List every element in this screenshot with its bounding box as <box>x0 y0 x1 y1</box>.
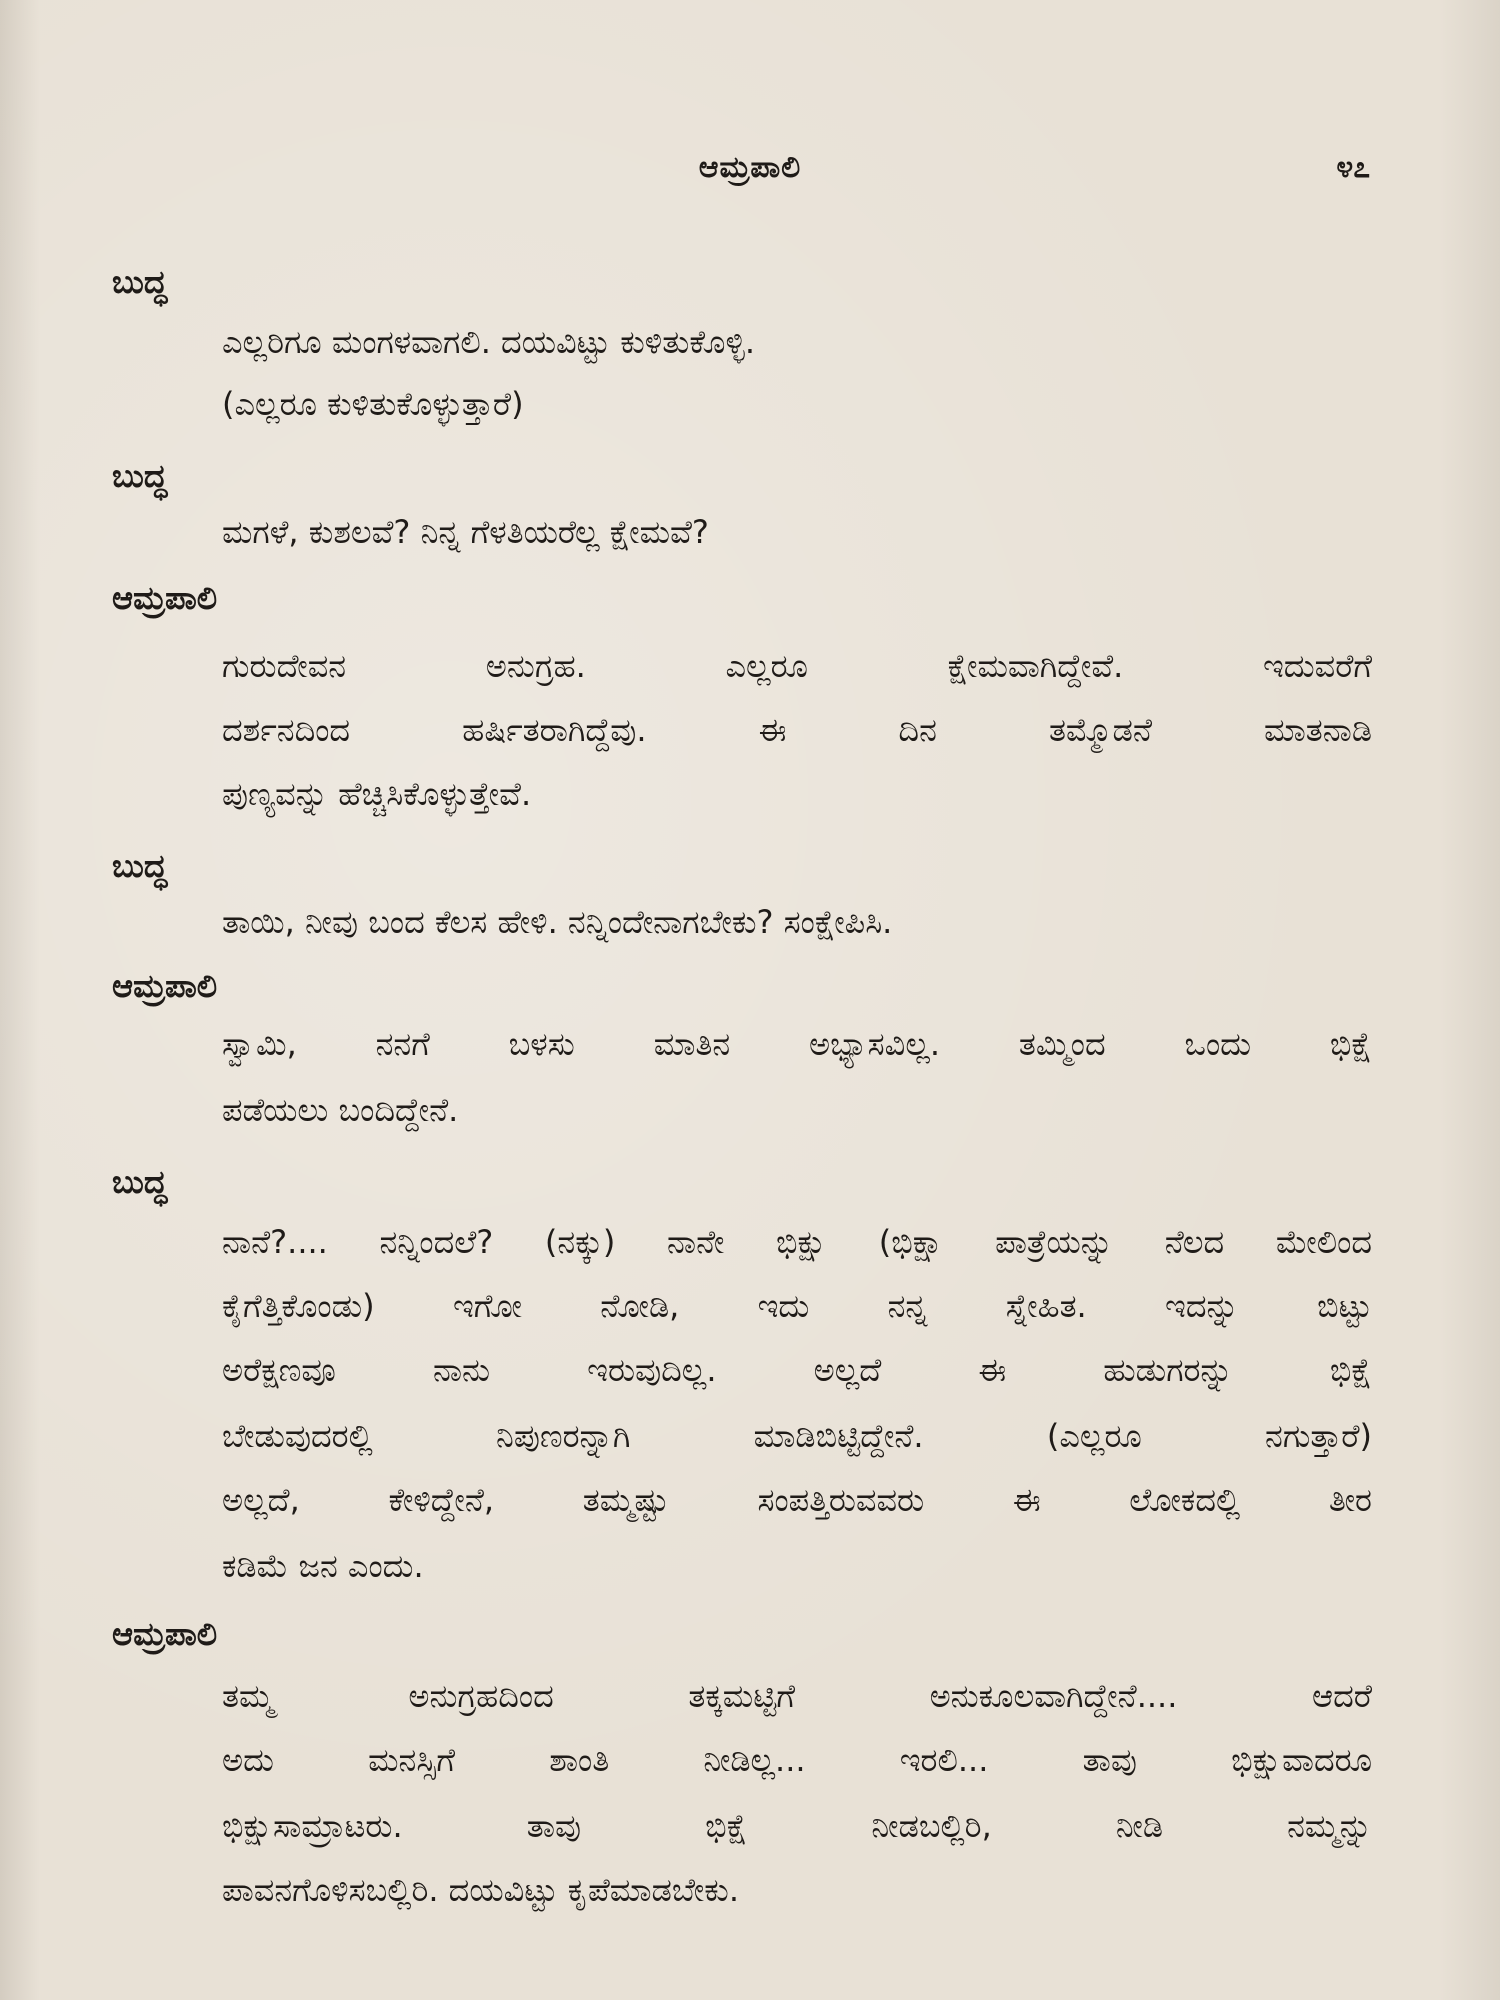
page-header-title: ಆಮ್ರಪಾಲಿ <box>698 150 802 185</box>
dialogue-line: ಪುಣ್ಯವನ್ನು ಹೆಚ್ಚಿಸಿಕೊಳ್ಳುತ್ತೇವೆ. <box>222 775 532 813</box>
dialogue-line: ಪಡೆಯಲು ಬಂದಿದ್ದೇನೆ. <box>222 1091 459 1129</box>
dialogue-line: ಅರೆಕ್ಷಣವೂ ನಾನು ಇರುವುದಿಲ್ಲ. ಅಲ್ಲದೆ ಈ ಹುಡುಗರನ್ನು ಭಿಕ್ಷೆ <box>222 1351 1372 1389</box>
speaker-name: ಬುದ್ಧ <box>112 457 168 495</box>
speaker-name: ಬುದ್ಧ <box>112 263 168 301</box>
dialogue-line: ಸ್ವಾಮಿ, ನನಗೆ ಬಳಸು ಮಾತಿನ ಅಭ್ಯಾಸವಿಲ್ಲ. ತಮ್ಮಿಂದ ಒಂದು ಭಿಕ್ಷೆ <box>222 1025 1372 1063</box>
dialogue-line: ಅದು ಮನಸ್ಸಿಗೆ ಶಾಂತಿ ನೀಡಿಲ್ಲ... ಇರಲಿ... ತಾವು ಭಿಕ್ಷುವಾದರೂ <box>222 1741 1372 1779</box>
stage-direction: (ಎಲ್ಲರೂ ಕುಳಿತುಕೊಳ್ಳುತ್ತಾರೆ) <box>222 385 524 423</box>
dialogue-line: ಗುರುದೇವನ ಅನುಗ್ರಹ. ಎಲ್ಲರೂ ಕ್ಷೇಮವಾಗಿದ್ದೇವೆ. ಇದುವರೆಗೆ <box>222 647 1372 685</box>
dialogue-line: ಭಿಕ್ಷುಸಾಮ್ರಾಟರು. ತಾವು ಭಿಕ್ಷೆ ನೀಡಬಲ್ಲಿರಿ, ನೀಡಿ ನಮ್ಮನ್ನು <box>222 1807 1372 1845</box>
dialogue-line: ದರ್ಶನದಿಂದ ಹರ್ಷಿತರಾಗಿದ್ದೆವು. ಈ ದಿನ ತಮ್ಮೊಡನೆ ಮಾತನಾಡಿ <box>222 711 1372 749</box>
page-number: ೪೭ <box>1336 150 1370 185</box>
dialogue-line: ಕಡಿಮೆ ಜನ ಎಂದು. <box>222 1547 424 1585</box>
dialogue-line: ತಮ್ಮ ಅನುಗ್ರಹದಿಂದ ತಕ್ಕಮಟ್ಟಿಗೆ ಅನುಕೂಲವಾಗಿದ್ದೇನೆ.... ಆದರೆ <box>222 1677 1372 1715</box>
dialogue-line: ಬೇಡುವುದರಲ್ಲಿ ನಿಪುಣರನ್ನಾಗಿ ಮಾಡಿಬಿಟ್ಟಿದ್ದೇನೆ. (ಎಲ್ಲರೂ ನಗುತ್ತಾರೆ) <box>222 1417 1372 1455</box>
dialogue-line: ಎಲ್ಲರಿಗೂ ಮಂಗಳವಾಗಲಿ. ದಯವಿಟ್ಟು ಕುಳಿತುಕೊಳ್ಳಿ. <box>222 323 756 361</box>
dialogue-line: ಕೈಗೆತ್ತಿಕೊಂಡು) ಇಗೋ ನೋಡಿ, ಇದು ನನ್ನ ಸ್ನೇಹಿತ. ಇದನ್ನು ಬಿಟ್ಟು <box>222 1287 1372 1325</box>
speaker-name: ಬುದ್ಧ <box>112 1163 168 1201</box>
speaker-name: ಬುದ್ಧ <box>112 847 168 885</box>
dialogue-line: ಮಗಳೆ, ಕುಶಲವೆ? ನಿನ್ನ ಗೆಳತಿಯರೆಲ್ಲ ಕ್ಷೇಮವೆ? <box>222 513 709 551</box>
dialogue-line: ಅಲ್ಲದೆ, ಕೇಳಿದ್ದೇನೆ, ತಮ್ಮಷ್ಟು ಸಂಪತ್ತಿರುವವರು ಈ ಲೋಕದಲ್ಲಿ ತೀರ <box>222 1481 1372 1519</box>
dialogue-line: ಪಾವನಗೊಳಿಸಬಲ್ಲಿರಿ. ದಯವಿಟ್ಟು ಕೃಪೆಮಾಡಬೇಕು. <box>222 1871 740 1909</box>
speaker-name: ಆಮ್ರಪಾಲಿ <box>112 579 218 617</box>
speaker-name: ಆಮ್ರಪಾಲಿ <box>112 1615 218 1653</box>
dialogue-line: ನಾನೆ?.... ನನ್ನಿಂದಲೆ? (ನಕ್ಕು) ನಾನೇ ಭಿಕ್ಷು (ಭಿಕ್ಷಾ ಪಾತ್ರೆಯನ್ನು ನೆಲದ ಮೇಲಿಂದ <box>222 1223 1372 1261</box>
dialogue-line: ತಾಯಿ, ನೀವು ಬಂದ ಕೆಲಸ ಹೇಳಿ. ನನ್ನಿಂದೇನಾಗಬೇಕು? ಸಂಕ್ಷೇಪಿಸಿ. <box>222 903 893 941</box>
speaker-name: ಆಮ್ರಪಾಲಿ <box>112 967 218 1005</box>
